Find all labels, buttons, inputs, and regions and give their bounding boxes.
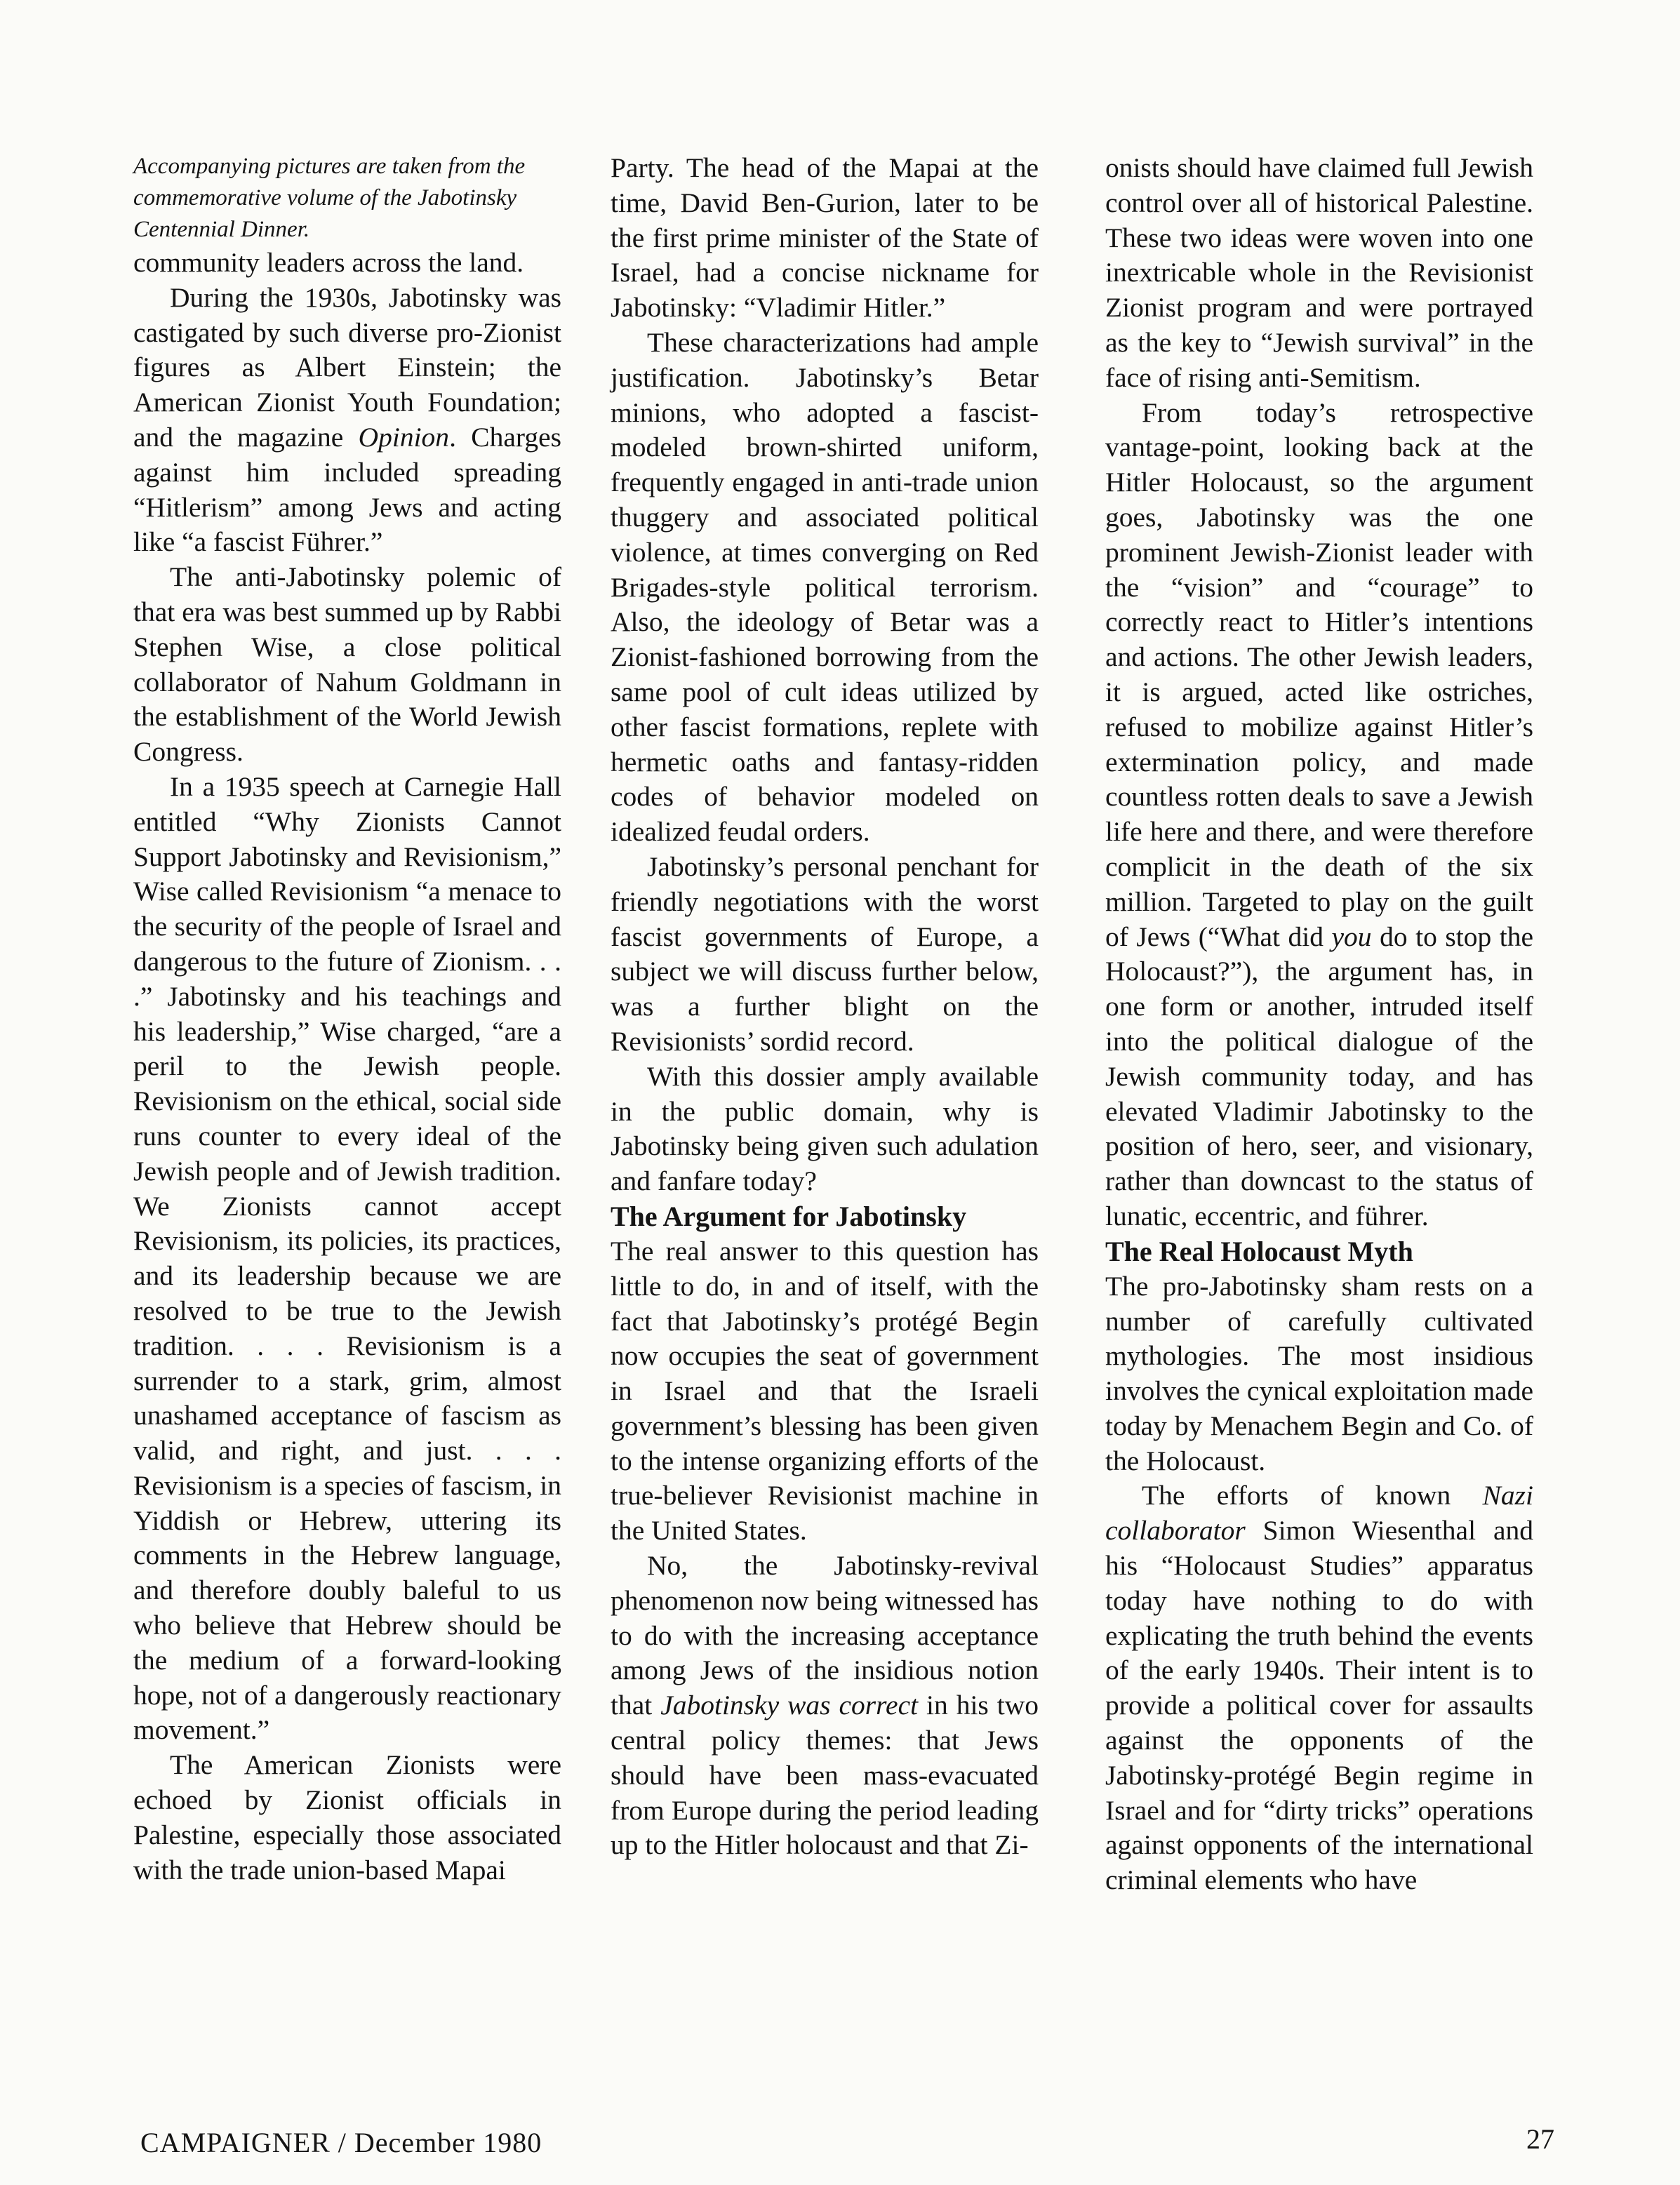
paragraph: No, the Jabotinsky-revival phenomenon now being witnessed has to do with the increasing acceptance among Jews of the insidious notion that Jabotinsky was correct in his two central policy themes: that Jews should have been mass-evacuated from Europe during the period leading up to the Hitler holocaust and that Zi- [611,1550,1039,1861]
paragraph: Jabotinsky’s personal penchant for friendly negotiations with the worst fascist governments of Europe, a subject we will discuss further below, was a further blight on the Revisionists’ sordid record. [611,850,1039,1057]
section-heading: The Real Holocaust Myth [1105,1235,1413,1267]
paragraph: The American Zionists were echoed by Zionist officials in Palestine, especially those associated with the trade union-based Mapai [133,1749,561,1885]
publication-footer: CAMPAIGNER / December 1980 [140,2127,542,2158]
paragraph: Party. The head of the Mapai at the time, David Ben-Gurion, later to be the first prime minister of the State of Israel, had a concise nickname for Jabotinsky: “Vladimir Hitler.” [611,152,1039,323]
paragraph: During the 1930s, Jabotinsky was castigated by such diverse pro-Zionist figures as Albert Einstein; the American Zionist Youth Foundation; and the magazine Opinion. Charges against him included spreading “Hitlerism” among Jews and acting like “a fascist Führer.” [133,281,561,558]
paragraph: These characterizations had ample justification. Jabotinsky’s Betar minions, who adopted a fascist-modeled brown-shirted uniform, frequently engaged in anti-trade union thuggery and associated political violence, at times converging on Red Brigades-style political terrorism. Also, the ideology of Betar was a Zionist-fashioned borrowing from the same pool of cult ideas utilized by other fascist formations, replete with hermetic oaths and fantasy-ridden codes of behavior modeled on idealized feudal orders. [611,326,1039,848]
paragraph: onists should have claimed full Jewish control over all of historical Palestine. These two ideas were woven into one inextricable whole in the Revisionist Zionist program and were portrayed as the key to “Jewish survival” in the face of rising anti-Semitism. [1105,152,1533,393]
column-3 [1105,151,1533,1898]
paragraph: With this dossier amply available in the public domain, why is Jabotinsky being given such adulation and fanfare today? [611,1060,1039,1197]
paragraph: The real answer to this question has little to do, in and of itself, with the fact that Jabotinsky’s protégé Begin now occupies the seat of government in Israel and that the Israeli government’s blessing has been given to the intense organizing efforts of the true-believer Revisionist machine in the United States. [611,1235,1039,1546]
paragraph: The anti-Jabotinsky polemic of that era was best summed up by Rabbi Stephen Wise, a close political collaborator of Nahum Goldmann in the establishment of the World Jewish Congress. [133,561,561,768]
paragraph: In a 1935 speech at Carnegie Hall entitled “Why Zionists Cannot Support Jabotinsky and Revisionism,” Wise called Revisionism “a menace to the security of the people of Israel and dangerous to the future of Zionism. . . .” Jabotinsky and his teachings and his leadership,” Wise charged, “are a peril to the Jewish people. Revisionism on the ethical, social side runs counter to every ideal of the Jewish people and of Jewish tradition. We Zionists cannot accept Revisionism, its policies, its practices, and its leadership because we are resolved to be true to the Jewish tradition. . . . Revisionism is a surrender to a stark, grim, almost unashamed acceptance of fascism as valid, and right, and just. . . . Revisionism is a species of fascism, in Yiddish or Hebrew, uttering its comments in the Hebrew language, and therefore doubly baleful to us who believe that Hebrew should be the medium of a forward-looking hope, not of a dangerously reactionary movement.” [133,770,561,1746]
paragraph: From today’s retrospective vantage-point, looking back at the Hitler Holocaust, so the argument goes, Jabotinsky was the one prominent Jewish-Zionist leader with the “vision” and “courage” to correctly react to Hitler’s intentions and actions. The other Jewish leaders, it is argued, acted like ostriches, refused to mobilize against Hitler’s extermination policy, and made countless rotten deals to save a Jewish life here and there, and were therefore complicit in the death of the six million. Targeted to play on the guilt of Jews (“What did you do to stop the Holocaust?”), the argument has, in one form or another, intruded itself into the political dialogue of the Jewish community today, and has elevated Vladimir Jabotinsky to the position of hero, seer, and visionary, rather than downcast to the status of lunatic, eccentric, and führer. [1105,396,1533,1231]
paragraph: The pro-Jabotinsky sham rests on a number of carefully cultivated mythologies. The most insidious involves the cynical exploitation made today by Menachem Begin and Co. of the Holocaust. [1105,1270,1533,1476]
paragraph: The efforts of known Nazi collaborator Simon Wiesenthal and his “Holocaust Studies” apparatus today have nothing to do with explicating the truth behind the events of the early 1940s. Their intent is to provide a political cover for assaults against the opponents of the Jabotinsky-protégé Begin regime in Israel and for “dirty tricks” operations against opponents of the international criminal elements who have [1105,1480,1533,1896]
photo-caption: Accompanying pictures are taken from the commemorative volume of the Jabotinsky Centennial Dinner. [133,154,526,242]
section-heading: The Argument for Jabotinsky [611,1200,967,1232]
column-1 [133,151,561,1887]
column-2 [611,151,1039,1863]
paragraph: community leaders across the land. [133,247,524,278]
page-number: 27 [1526,2123,1554,2155]
